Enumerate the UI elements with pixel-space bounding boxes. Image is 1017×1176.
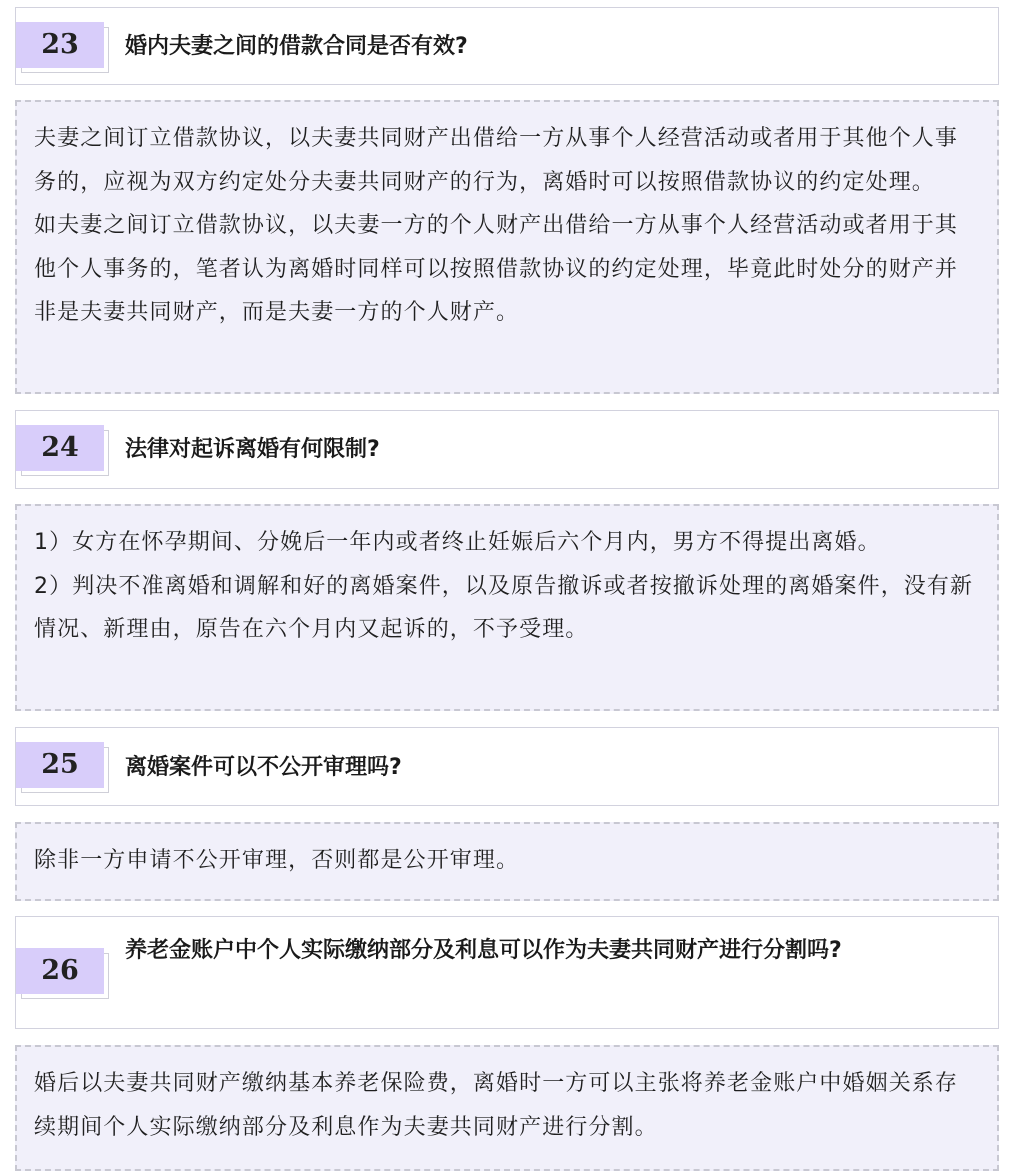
answer-paragraph: 如夫妻之间订立借款协议，以夫妻一方的个人财产出借给一方从事个人经营活动或者用于其他个人事务的，笔者认为离婚时同样可以按照借款协议的约定处理，毕竟此时处分的财产并非是夫妻共同财产，而是夫妻一方的个人财产。 [34,213,959,325]
answer-box-23 [15,100,999,394]
question-box-23 [15,7,999,85]
answer-paragraph: 1）女方在怀孕期间、分娩后一年内或者终止妊娠后六个月内，男方不得提出离婚。 [34,530,881,555]
answer-paragraph: 2）判决不准离婚和调解和好的离婚案件，以及原告撤诉或者按撤诉处理的离婚案件，没有新情况、新理由，原告在六个月内又起诉的，不予受理。 [34,573,974,642]
question-title: 法律对起诉离婚有何限制? [125,437,380,462]
question-number-badge: 25 [16,742,104,788]
question-title: 离婚案件可以不公开审理吗? [125,755,402,780]
question-box-25 [15,727,999,806]
answer-box-26 [15,1045,999,1171]
question-title: 婚内夫妻之间的借款合同是否有效? [125,34,468,59]
answer-paragraph: 夫妻之间订立借款协议，以夫妻共同财产出借给一方从事个人经营活动或者用于其他个人事务的，应视为双方约定处分夫妻共同财产的行为，离婚时可以按照借款协议的约定处理。 [34,126,959,195]
question-title: 养老金账户中个人实际缴纳部分及利息可以作为夫妻共同财产进行分割吗? [125,938,842,963]
question-box-26 [15,916,999,1029]
answer-box-25 [15,822,999,901]
question-number-badge: 24 [16,425,104,471]
question-box-24 [15,410,999,489]
answer-box-24 [15,504,999,711]
question-number-badge: 26 [16,948,104,994]
question-number-badge: 23 [16,22,104,68]
answer-paragraph: 除非一方申请不公开审理，否则都是公开审理。 [34,848,520,873]
answer-paragraph: 婚后以夫妻共同财产缴纳基本养老保险费，离婚时一方可以主张将养老金账户中婚姻关系存续期间个人实际缴纳部分及利息作为夫妻共同财产进行分割。 [34,1071,959,1140]
